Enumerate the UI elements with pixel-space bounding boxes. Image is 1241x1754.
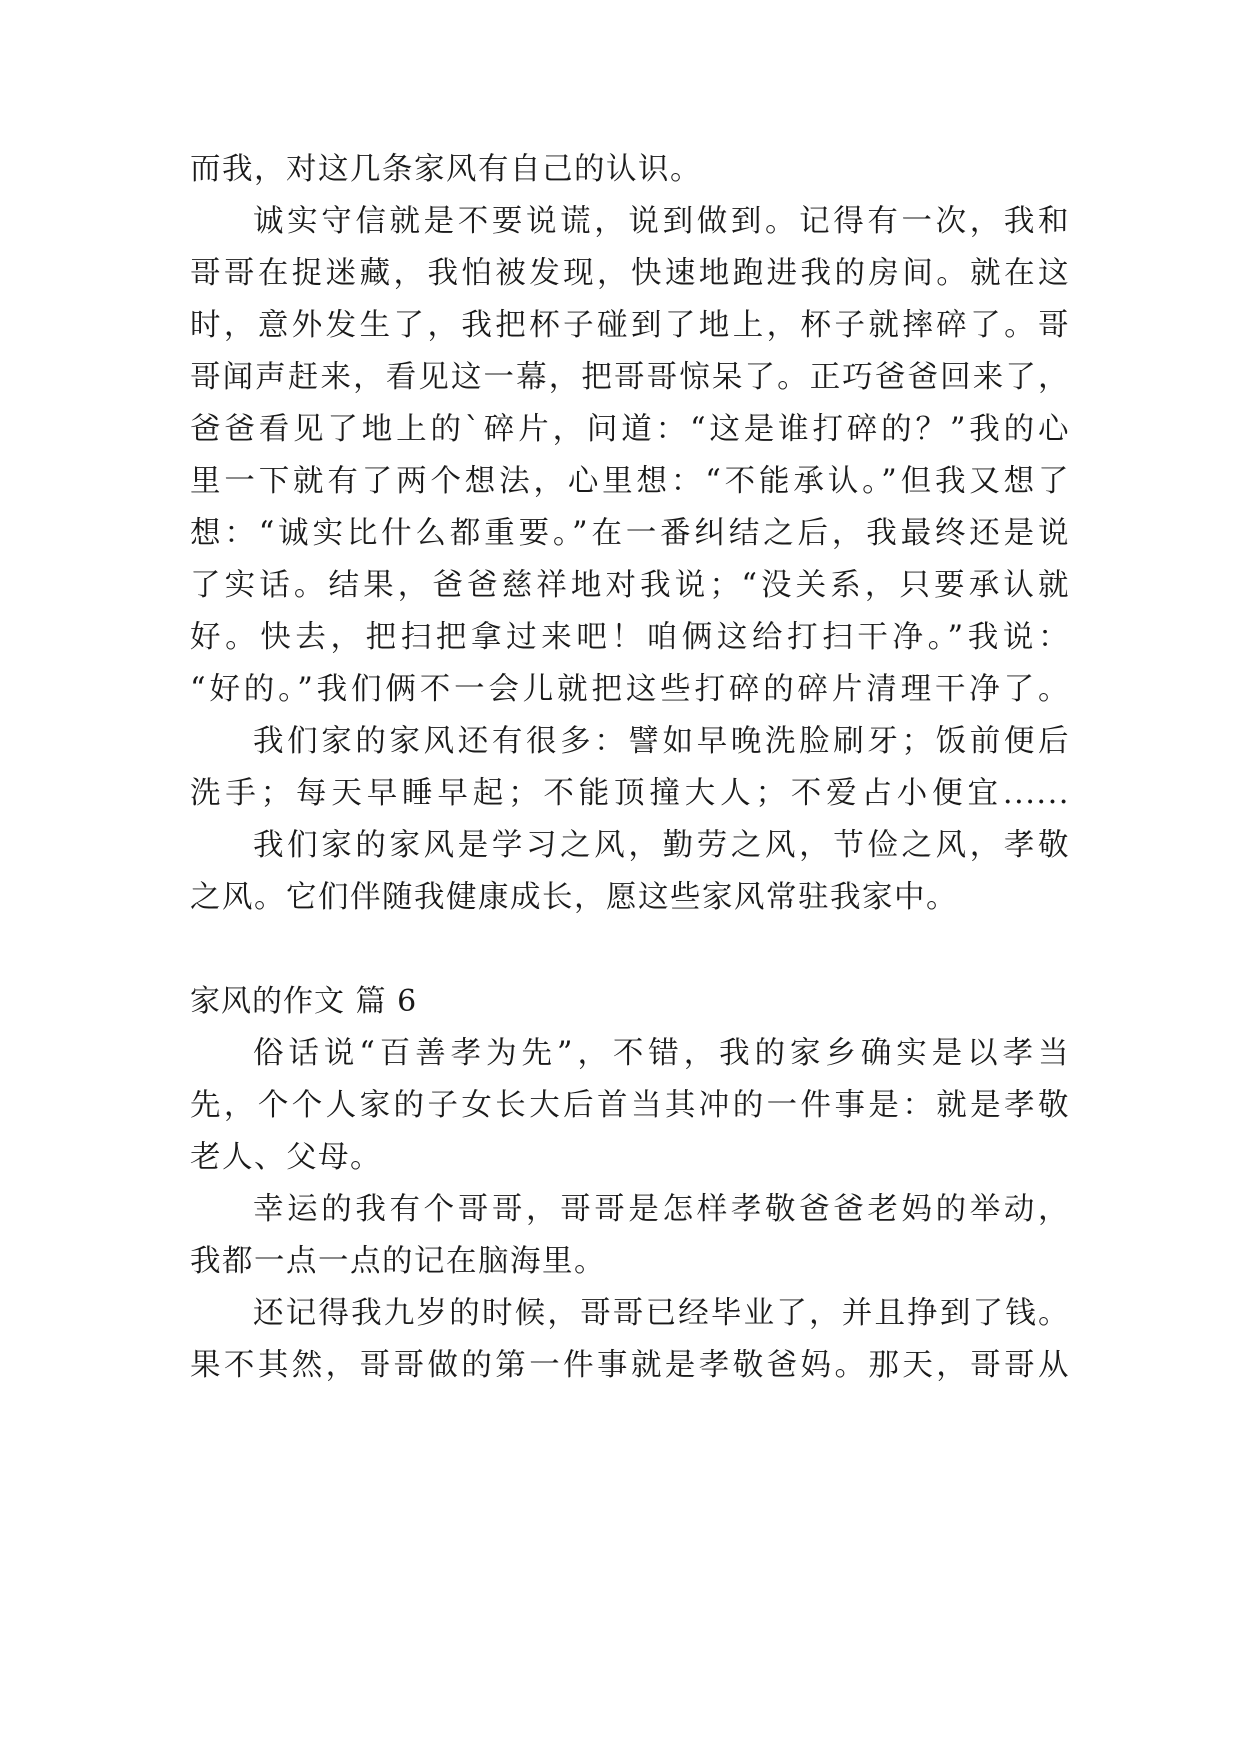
text-line: 了实话。结果，爸爸慈祥地对我说；“没关系，只要承认就 xyxy=(190,568,1070,603)
text-line: 幸运的我有个哥哥，哥哥是怎样孝敬爸爸老妈的举动， xyxy=(253,1192,1070,1227)
text-line: 我都一点一点的记在脑海里。 xyxy=(190,1244,606,1279)
text-line: 还记得我九岁的时候，哥哥已经毕业了，并且挣到了钱。 xyxy=(253,1296,1070,1331)
text-line: 诚实守信就是不要说谎，说到做到。记得有一次，我和 xyxy=(253,204,1070,239)
text-line: “好的。”我们俩不一会儿就把这些打碎的碎片清理干净了。 xyxy=(190,672,1070,707)
text-line: 我们家的家风还有很多：譬如早晚洗脸刷牙；饭前便后 xyxy=(253,724,1070,759)
text-line: 我们家的家风是学习之风，勤劳之风，节俭之风，孝敬 xyxy=(253,828,1070,863)
text-line: 时，意外发生了，我把杯子碰到了地上，杯子就摔碎了。哥 xyxy=(190,308,1070,343)
text-line: 哥哥在捉迷藏，我怕被发现，快速地跑进我的房间。就在这 xyxy=(190,256,1070,291)
section-heading: 家风的作文 篇 6 xyxy=(190,984,418,1019)
text-line: 洗手；每天早睡早起；不能顶撞大人；不爱占小便宜...... xyxy=(190,776,1070,811)
text-line: 而我，对这几条家风有自己的认识。 xyxy=(190,152,702,187)
text-line: 之风。它们伴随我健康成长，愿这些家风常驻我家中。 xyxy=(190,880,958,915)
text-line: 俗话说“百善孝为先”，不错，我的家乡确实是以孝当 xyxy=(253,1036,1070,1071)
text-line: 哥闻声赶来，看见这一幕，把哥哥惊呆了。正巧爸爸回来了， xyxy=(190,360,1070,395)
text-line: 好。快去，把扫把拿过来吧！咱俩这给打扫干净。”我说： xyxy=(190,620,1070,655)
text-line: 里一下就有了两个想法，心里想：“不能承认。”但我又想了 xyxy=(190,464,1070,499)
text-line: 老人、父母。 xyxy=(190,1140,382,1175)
text-line: 想：“诚实比什么都重要。”在一番纠结之后，我最终还是说 xyxy=(190,516,1070,551)
text-line: 先，个个人家的子女长大后首当其冲的一件事是：就是孝敬 xyxy=(190,1088,1070,1123)
text-line: 爸爸看见了地上的`碎片，问道：“这是谁打碎的？”我的心 xyxy=(190,412,1070,447)
text-line: 果不其然，哥哥做的第一件事就是孝敬爸妈。那天，哥哥从 xyxy=(190,1348,1070,1383)
